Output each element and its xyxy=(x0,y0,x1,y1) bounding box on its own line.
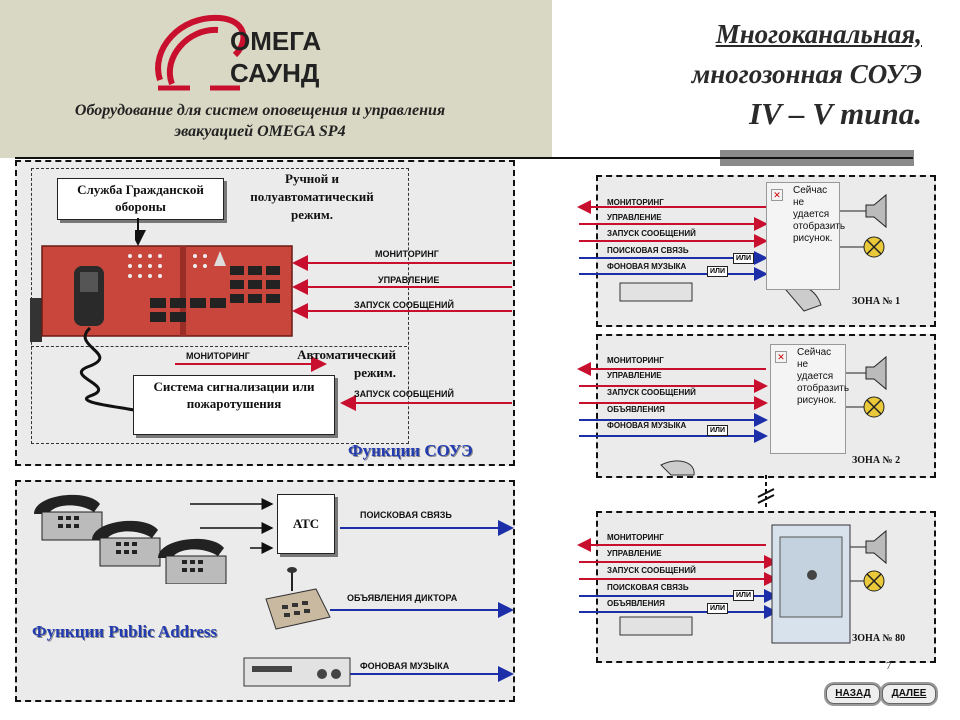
soue-panel-title: Функции СОУЭ xyxy=(348,441,473,460)
z1-signal-2: ЗАПУСК СООБЩЕНИЙ xyxy=(607,229,696,238)
music-player-icon xyxy=(242,656,352,688)
signal-background-music: ФОНОВАЯ МУЗЫКА xyxy=(360,661,450,671)
signal-message-launch: ЗАПУСК СООБЩЕНИЙ xyxy=(354,300,454,310)
telephone-icon xyxy=(34,495,102,540)
z1-signal-4: ФОНОВАЯ МУЗЫКА xyxy=(607,262,687,271)
signal-control: УПРАВЛЕНИЕ xyxy=(378,275,440,285)
zone-1-label: ЗОНА № 1 xyxy=(852,296,901,307)
z80-signal-4: ОБЪЯВЛЕНИЯ xyxy=(607,599,665,608)
broken-image-icon: ✕ xyxy=(771,189,783,201)
z1-signal-1: УПРАВЛЕНИЕ xyxy=(607,213,662,222)
broken-image-icon: ✕ xyxy=(775,351,787,363)
z2-signal-2: ЗАПУСК СООБЩЕНИЙ xyxy=(607,388,696,397)
back-button[interactable]: НАЗАД xyxy=(826,684,880,704)
z80-signal-3: ПОИСКОВАЯ СВЯЗЬ xyxy=(607,583,689,592)
alarm-system-box: Система сигнализации или пожаротушения xyxy=(133,375,335,435)
title-line2: многозонная СОУЭ xyxy=(691,59,922,89)
z2-or-box: ИЛИ xyxy=(707,425,728,436)
signal-monitoring-auto: МОНИТОРИНГ xyxy=(186,351,250,361)
page-title xyxy=(542,14,922,134)
signal-message-launch-auto: ЗАПУСК СООБЩЕНИЙ xyxy=(354,389,454,399)
logo-text-line1: ОМЕГА xyxy=(230,26,322,56)
z1-image-placeholder xyxy=(766,182,846,290)
page-number: 7 xyxy=(886,660,892,672)
auto-mode-label: Автоматический режим. xyxy=(297,347,396,380)
z2-signal-3: ОБЪЯВЛЕНИЯ xyxy=(607,405,665,414)
z80-signal-2: ЗАПУСК СООБЩЕНИЙ xyxy=(607,566,696,575)
logo-text-line2: САУНД xyxy=(230,58,320,88)
civil-defense-box: Служба Гражданской обороны xyxy=(57,178,224,220)
z2-signal-4: ФОНОВАЯ МУЗЫКА xyxy=(607,421,687,430)
manual-mode-label: Ручной и полуавтоматический режим. xyxy=(250,171,374,222)
z80-signal-1: УПРАВЛЕНИЕ xyxy=(607,549,662,558)
z80-signal-0: МОНИТОРИНГ xyxy=(607,533,664,542)
zone-80-label: ЗОНА № 80 xyxy=(852,633,906,644)
header-rule xyxy=(15,157,913,159)
z80-or-box-2: ИЛИ xyxy=(707,603,728,614)
z2-signal-0: МОНИТОРИНГ xyxy=(607,356,664,365)
z2-image-placeholder xyxy=(770,344,850,454)
z2-placeholder-text: Сейчас не удается отобразить рисунок. xyxy=(797,347,850,406)
signal-monitoring: МОНИТОРИНГ xyxy=(375,249,439,259)
zone-2-label: ЗОНА № 2 xyxy=(852,455,901,466)
title-line3: IV – V типа. xyxy=(749,96,922,131)
paging-microphone-icon xyxy=(262,565,332,631)
z1-or-box-2: ИЛИ xyxy=(707,266,728,277)
signal-search-link: ПОИСКОВАЯ СВЯЗЬ xyxy=(360,510,452,520)
title-line1: Многоканальная, xyxy=(715,19,922,49)
ats-box: АТС xyxy=(277,494,335,554)
z1-signal-3: ПОИСКОВАЯ СВЯЗЬ xyxy=(607,246,689,255)
z1-placeholder-text: Сейчас не удается отобразить рисунок. xyxy=(793,185,846,244)
pa-panel-title: Функции Public Address xyxy=(32,622,218,641)
header-subtitle: Оборудование для систем оповещения и управления эвакуацией OMEGA SP4 xyxy=(74,102,446,140)
z1-signal-0: МОНИТОРИНГ xyxy=(607,198,664,207)
z80-or-box-1: ИЛИ xyxy=(733,590,754,601)
next-button[interactable]: ДАЛЕЕ xyxy=(882,684,936,704)
z1-or-box-1: ИЛИ xyxy=(733,253,754,264)
signal-announcements: ОБЪЯВЛЕНИЯ ДИКТОРА xyxy=(347,593,458,603)
z2-signal-1: УПРАВЛЕНИЕ xyxy=(607,371,662,380)
omega-sound-logo xyxy=(150,10,350,95)
